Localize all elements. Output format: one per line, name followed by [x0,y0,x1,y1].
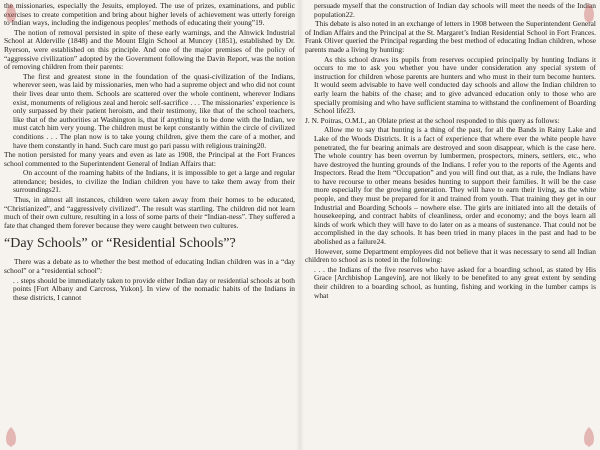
section-heading: “Day Schools” or “Residential Schools”? [4,236,236,252]
block-quote: As this school draws its pupils from reserves occupied principally by hunting Indians it occurs to me to ask you whether you have under consideration any special system of instruction for children whose parents are hunters and who must in their turn become hunters. It would seem advisable to have well conducted day schools and allow the Indian children to early learn the habits of the chase; and to give advanced education only to those who are specially promising and who have sufficient stamina to withstand the confinement of Boarding School life23. [314,54,596,116]
block-quote: On account of the roaming habits of the Indians, it is impossible to get a large and regular attendance; besides, to civilize the Indian children you have to take them away from their surroundings21. [13,168,295,195]
paragraph: J. N. Poitras, O.M.I., an Oblate priest at the school responded to this query as follows: [305,115,560,125]
block-quote: The first and greatest stone in the foundation of the quasi-civilization of the Indians, wherever seen, was laid by missionaries, men who had a supreme object and who did not count their lives dear unto them. Schools are scattered over the whole continent, wherever Indians exist, monuments of religious zeal and heroic self-sacrifice . . . The missionaries’ experience is only surpassed by their patient heroism, and their testimony, like that of the school teachers, like that of the authorities at Washington is, that if anything is to be done with the Indian, we must catch him very young. The children must be kept constantly within the circle of civilized conditions . . . The plan now is to take young children, give them the care of a mother, and have them constantly in hand. Such care must go pari passu with religious training20. [13,71,295,150]
paragraph: The notion persisted for many years and even as late as 1908, the Principal at the Fort Frances school commented to the Superintendent General of Indian Affairs that: [4,150,295,168]
left-column [4,2,295,450]
paragraph: This debate is also noted in an exchange of letters in 1908 between the Superintendent General of Indian Affairs and the Principal at the St. Margaret’s Indian Residential School in Fort Frances. Frank Oliver queried the Principal regarding the best method of educating Indian children, whose parents made a living by hunting: [305,19,596,54]
paragraph: the missionaries, especially the Jesuits, employed. The use of prizes, examinations, and public exercises to create competition and bring about higher levels of achievement was utterly foreign to Indian ways, including the indigenous peoples’ methods of educating their young”19. [4,2,295,28]
block-quote: Allow me to say that hunting is a thing of the past, for all the Bands in Rainy Lake and Lake of the Woods Districts. It is a fact of experience that where ever the white people have penetrated, the fur bearing animals are destroyed and soon disappear, which is the case here. The whole country has been overrun by lumbermen, prospectors, miners, settlers, etc., who have destroyed the hunting grounds of the Indians. I refer you to the reports of the Agents and Inspectors. Read the Item “Occupation” and you will find out that, as a rule, the Indians have to have recourse to other means besides hunting to support their families. It will be the case more especially for the growing generation. They will have to earn their living, as the white people, and they must be prepared for it and trained from youth. That training they get in our Industrial and Boarding Schools – nowhere else. The girls are initiated into all the details of housekeeping, and contract habits of cleanliness, order and economy; and the boys learn all kinds of work which they will have to do later on as a means of sustenance. That could not be accomplished in the day schools. It has been tried in many places in the past and had to be abolished as a failure24. [314,125,596,247]
right-column [305,2,596,450]
page-binding-shadow [296,0,304,450]
paragraph: Thus, in almost all instances, children were taken away from their homes to be educated, “Christianized”, and “aggressively civilized”. The result was startling. The children did not learn much of their own culture, resulting in a loss of some parts of their “Indian-ness”. They suffered a fate that changed them forever because they were caught between two cultures. [4,195,295,230]
block-quote: . . . the Indians of the five reserves who have asked for a boarding school, as stated by His Grace [Archbishop Langevin], are not likely to be benefited to any great extent by sending their children to a boarding school, as hunting, fishing and working in the lumber camps is what [314,264,596,300]
block-quote: . . steps should be immediately taken to provide either Indian day or residential schools at both points [Fort Albany and Carcross, Yukon]. In view of the nomadic habits of the Indians in these districts, I cannot [13,275,295,302]
paragraph: However, some Department employees did not believe that it was necessary to send all Indian children to school as is noted in the following: [305,246,596,265]
block-quote: persuade myself that the construction of Indian day schools will meet the needs of the Indian population22. [314,2,596,19]
paragraph: The notion of removal persisted in spite of these early warnings, and the Alnwick Industrial School at Alderville (1848) and the Mount Elgin School at Muncey (1851), established by Dr. Ryerson, were established on this principle. And one of the major premises of the policy of “aggressive civilization” adopted by the Government following the Davin Report, was the notion of removing children from their parents: [4,27,295,72]
paragraph: There was a debate as to whether the best method of educating Indian children was in a “day school” or a “residential school”: [4,257,295,276]
